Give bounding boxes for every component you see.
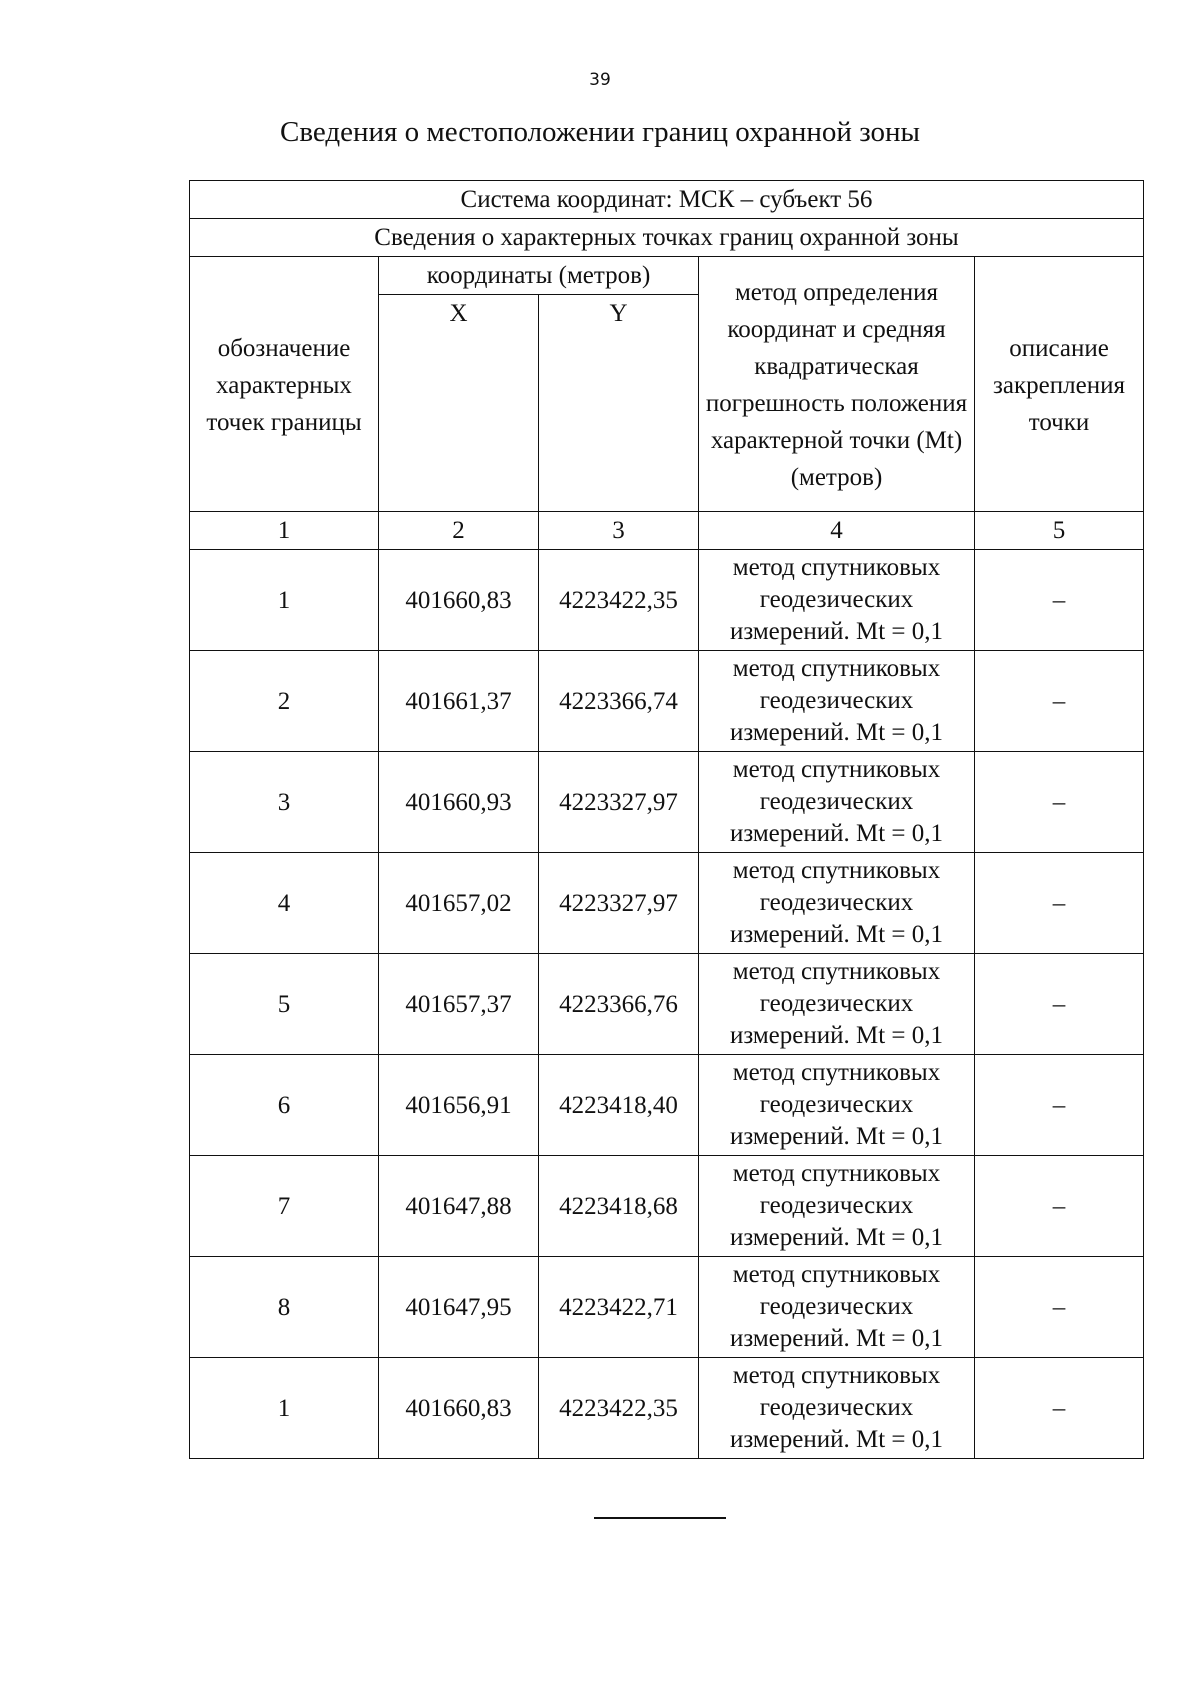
y-coordinate-cell: 4223418,68	[539, 1156, 699, 1257]
method-cell: метод спутниковых геодезических измерений. Mt = 0,1	[699, 954, 975, 1055]
x-coordinate-cell: 401660,83	[379, 1358, 539, 1459]
y-coordinate-cell: 4223366,76	[539, 954, 699, 1055]
table-row	[190, 853, 1144, 954]
header-x: X	[379, 295, 539, 512]
x-coordinate-cell: 401647,88	[379, 1156, 539, 1257]
column-number-row	[190, 512, 1144, 550]
method-cell: метод спутниковых геодезических измерений. Mt = 0,1	[699, 1156, 975, 1257]
point-cell: 5	[190, 954, 379, 1055]
method-cell: метод спутниковых геодезических измерений. Mt = 0,1	[699, 1055, 975, 1156]
boundary-points-table	[189, 180, 1144, 1459]
point-cell: 3	[190, 752, 379, 853]
y-coordinate-cell: 4223418,40	[539, 1055, 699, 1156]
method-cell: метод спутниковых геодезических измерений. Mt = 0,1	[699, 651, 975, 752]
description-cell: –	[975, 651, 1144, 752]
table-row	[190, 550, 1144, 651]
table-row	[190, 1156, 1144, 1257]
x-coordinate-cell: 401661,37	[379, 651, 539, 752]
x-coordinate-cell: 401647,95	[379, 1257, 539, 1358]
header-y: Y	[539, 295, 699, 512]
y-coordinate-cell: 4223422,35	[539, 550, 699, 651]
header-method: метод определения координат и средняя квадратическая погрешность положения характерной точки (Mt) (метров)	[699, 257, 975, 512]
y-coordinate-cell: 4223327,97	[539, 752, 699, 853]
description-cell: –	[975, 853, 1144, 954]
table-row	[190, 1257, 1144, 1358]
table-row	[190, 651, 1144, 752]
description-cell: –	[975, 954, 1144, 1055]
y-coordinate-cell: 4223422,71	[539, 1257, 699, 1358]
x-coordinate-cell: 401656,91	[379, 1055, 539, 1156]
description-cell: –	[975, 1156, 1144, 1257]
description-cell: –	[975, 1055, 1144, 1156]
table-row	[190, 1055, 1144, 1156]
point-cell: 7	[190, 1156, 379, 1257]
table-subtitle: Сведения о характерных точках границ охранной зоны	[190, 219, 1144, 257]
description-cell: –	[975, 550, 1144, 651]
description-cell: –	[975, 1257, 1144, 1358]
footer-rule	[594, 1517, 726, 1519]
method-cell: метод спутниковых геодезических измерений. Mt = 0,1	[699, 550, 975, 651]
method-cell: метод спутниковых геодезических измерений. Mt = 0,1	[699, 752, 975, 853]
point-cell: 6	[190, 1055, 379, 1156]
page-title: Сведения о местоположении границ охранной зоны	[279, 116, 920, 148]
point-cell: 4	[190, 853, 379, 954]
description-cell: –	[975, 752, 1144, 853]
x-coordinate-cell: 401660,93	[379, 752, 539, 853]
table-row	[190, 752, 1144, 853]
y-coordinate-cell: 4223327,97	[539, 853, 699, 954]
x-coordinate-cell: 401657,37	[379, 954, 539, 1055]
description-cell: –	[975, 1358, 1144, 1459]
point-cell: 2	[190, 651, 379, 752]
x-coordinate-cell: 401660,83	[379, 550, 539, 651]
column-number: 4	[699, 512, 975, 550]
column-number: 1	[190, 512, 379, 550]
column-number: 3	[539, 512, 699, 550]
page-number: 39	[589, 70, 611, 90]
point-cell: 1	[190, 1358, 379, 1459]
header-description: описание закрепления точки	[975, 257, 1144, 512]
y-coordinate-cell: 4223422,35	[539, 1358, 699, 1459]
method-cell: метод спутниковых геодезических измерений. Mt = 0,1	[699, 1358, 975, 1459]
y-coordinate-cell: 4223366,74	[539, 651, 699, 752]
x-coordinate-cell: 401657,02	[379, 853, 539, 954]
method-cell: метод спутниковых геодезических измерений. Mt = 0,1	[699, 853, 975, 954]
table-row	[190, 1358, 1144, 1459]
point-cell: 1	[190, 550, 379, 651]
point-cell: 8	[190, 1257, 379, 1358]
table-row	[190, 954, 1144, 1055]
header-designation: обозначение характерных точек границы	[190, 257, 379, 512]
method-cell: метод спутниковых геодезических измерений. Mt = 0,1	[699, 1257, 975, 1358]
column-number: 5	[975, 512, 1144, 550]
column-number: 2	[379, 512, 539, 550]
header-coordinates: координаты (метров)	[379, 257, 699, 295]
coordinate-system-heading: Система координат: МСК – субъект 56	[190, 181, 1144, 219]
